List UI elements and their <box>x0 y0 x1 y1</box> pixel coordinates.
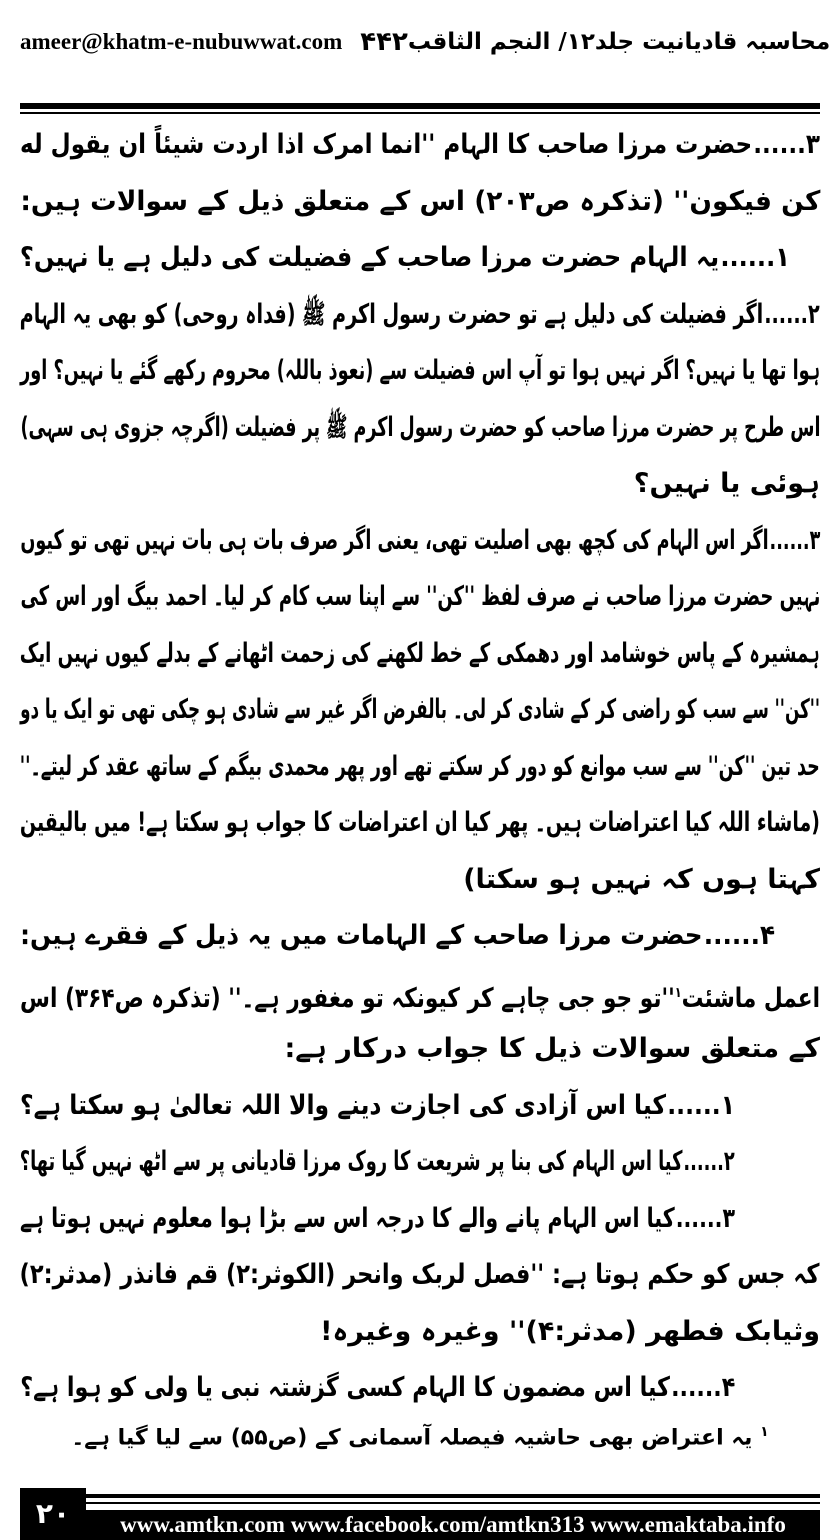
numbered-item-line <box>20 287 820 343</box>
footer-rule-thin <box>86 1502 820 1504</box>
line-text: کیا اس مضمون کا الہام کسی گزشتہ نبی یا ولی کو ہوا ہے؟ <box>20 1372 670 1403</box>
text-line <box>20 400 820 456</box>
footer-links: www.amtkn.com www.facebook.com/amtkn313 www.emaktaba.info <box>86 1510 820 1540</box>
line-text: کہتا ہوں کہ نہیں ہو سکتا) <box>463 863 820 895</box>
line-text: حضرت مرزا صاحب کا الہام ''انما امرک اذا اردت شیئاً ان یقول له <box>20 129 753 160</box>
line-text: اگر فضیلت کی دلیل ہے تو حضرت رسول اکرم ﷺ (فداہ روحی) کو بھی یہ الہام <box>20 298 764 330</box>
header-email: ameer@khatm-e-nubuwwat.com <box>20 29 343 54</box>
footer-rule <box>86 1494 820 1498</box>
item-number: ۱...... <box>667 1089 735 1121</box>
text-line <box>20 343 820 399</box>
footer-page-number: ۲۰ <box>20 1488 86 1540</box>
item-number: ۲...... <box>764 298 820 330</box>
text-line <box>20 852 820 908</box>
text-line <box>20 456 820 512</box>
text-line <box>20 965 820 1021</box>
line-text: کیا اس الہام پانے والے کا درجہ اس سے بڑا ہوا معلوم نہیں ہوتا ہے <box>20 1202 675 1234</box>
numbered-item-line <box>20 908 775 964</box>
line-text: نہیں حضرت مرزا صاحب نے صرف لفظ ''کن'' سے اپنا سب کام کر لیا۔ احمد بیگ اور اس کی <box>20 581 820 612</box>
numbered-item-line <box>20 1360 735 1416</box>
header-book-title: محاسبہ قادیانیت جلد۱۲/ النجم الثاقب <box>407 29 831 55</box>
footnote-text: یہ اعتراض بھی حاشیہ فیصلہ آسمانی کے (ص۵۵) سے لیا گیا ہے۔ <box>71 1425 753 1451</box>
numbered-item-line <box>20 230 790 286</box>
item-number: ۴...... <box>670 1372 735 1403</box>
numbered-item-line <box>20 1191 735 1247</box>
footnote-marker: ۱ <box>760 1424 769 1440</box>
numbered-item-line <box>20 1134 735 1190</box>
item-number: ۳...... <box>769 524 820 556</box>
line-text: ''تو جو جی چاہے کر کیونکہ تو مغفور ہے۔'' (تذکرہ ص۳۶۴) اس <box>20 982 675 1014</box>
header-rule <box>20 103 820 109</box>
text-line <box>20 1021 820 1077</box>
line-text: کے متعلق سوالات ذیل کا جواب درکار ہے: <box>284 1033 820 1064</box>
line-text: کیا اس آزادی کی اجازت دینے والا اللہ تعالیٰ ہو سکتا ہے؟ <box>20 1089 667 1121</box>
text-line <box>20 739 820 795</box>
item-number: ۳...... <box>753 129 820 160</box>
item-number: ۳...... <box>675 1202 735 1234</box>
header-page-number: ۴۴۲ <box>360 27 408 57</box>
numbered-item-line <box>20 1078 735 1134</box>
line-text: ہوا تھا یا نہیں؟ اگر نہیں ہوا تو آپ اس فضیلت سے (نعوذ باللہ) محروم رکھے گئے یا نہیں؟ اور <box>20 355 820 386</box>
item-number: ۱...... <box>720 242 790 273</box>
line-text: حد تین ''کن'' سے سب موانع کو دور کر سکتے تھے اور پھر محمدی بیگم کے ساتھ عقد کر لیتے۔'' <box>20 750 820 782</box>
page-header <box>20 18 831 66</box>
line-text: یہ الہام حضرت مرزا صاحب کے فضیلت کی دلیل ہے یا نہیں؟ <box>20 242 720 273</box>
line-text: ہمشیرہ کے پاس خوشامد اور دھمکی کے خط لکھنے کی زحمت اٹھانے کے بدلے کیوں نہیں ایک <box>20 637 820 669</box>
header-rule-thin <box>20 112 820 114</box>
text-line <box>20 1304 820 1360</box>
footnote-ref: ۱ <box>674 984 682 1001</box>
line-text: کیا اس الہام کی بنا پر شریعت کا روک مرزا قادیانی پر سے اٹھ نہیں گیا تھا؟ <box>20 1146 683 1177</box>
text-line <box>20 1247 820 1303</box>
arabic-quote: اعمل ماشئت <box>681 982 820 1014</box>
line-text: وثیابک فطهر (مدثر:۴)'' وغیرہ وغیرہ! <box>320 1315 820 1347</box>
item-number: ۲...... <box>683 1146 735 1177</box>
line-text: کن فیکون'' (تذکرہ ص۲۰۳) اس کے متعلق ذیل کے سوالات ہیں: <box>20 185 820 217</box>
line-text: ہوئی یا نہیں؟ <box>633 468 820 499</box>
numbered-item-line <box>20 513 820 569</box>
numbered-item-line <box>20 117 820 173</box>
line-text: اگر اس الہام کی کچھ بھی اصلیت تھی، یعنی اگر صرف بات ہی بات نہیں تھی تو کیوں <box>20 524 769 556</box>
line-text: کہ جس کو حکم ہوتا ہے: ''فصل لربک وانحر (الکوثر:۲) قم فانذر (مدثر:۲) <box>20 1259 820 1290</box>
text-line <box>20 626 820 682</box>
line-text: اس طرح پر حضرت مرزا صاحب کو حضرت رسول اکرم ﷺ پر فضیلت (اگرچہ جزوی ہی سہی) <box>20 411 820 443</box>
text-line <box>20 174 820 230</box>
line-text: ''کن'' سے سب کو راضی کر کے شادی کر لی۔ بالفرض اگر غیر سے شادی ہو چکی تھی تو ایک یا دو <box>20 694 820 725</box>
line-text: حضرت مرزا صاحب کے الہامات میں یہ ذیل کے فقرے ہیں: <box>20 920 703 951</box>
text-line <box>20 682 820 738</box>
item-number: ۴...... <box>703 920 775 951</box>
text-line <box>20 569 820 625</box>
footnote <box>0 1424 840 1450</box>
text-line <box>20 795 820 851</box>
line-text: (ماشاء اللہ کیا اعتراضات ہیں۔ پھر کیا ان اعتراضات کا جواب ہو سکتا ہے! میں بالیقین <box>20 807 820 838</box>
